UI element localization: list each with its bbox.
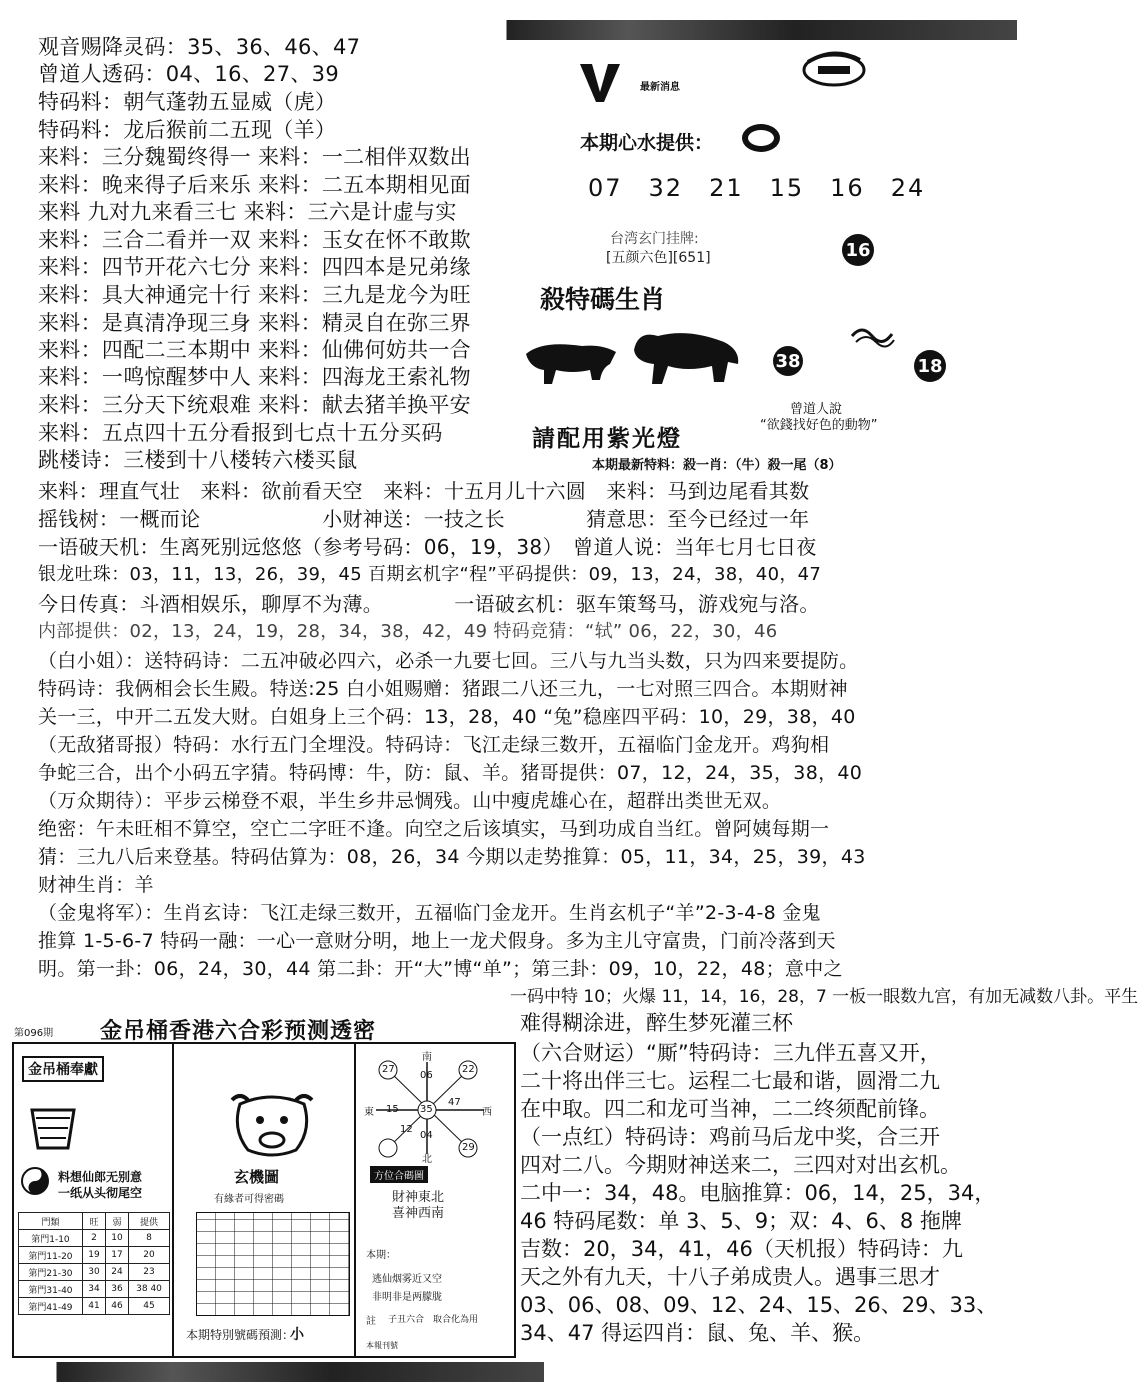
xuanji-sub: 有緣者可得密碼 <box>214 1194 284 1205</box>
xuanji-label: 玄機圖 <box>234 1168 280 1186</box>
compass-num: 15 <box>386 1104 399 1115</box>
table-cell: 第門11-20 <box>19 1247 83 1264</box>
text-line: 内部提供：02，13，24，19，28，34，38，42，49 特码竞猜：“轼” 06，22，30，46 <box>38 621 778 642</box>
tema-label: 本期特別號碼預測： <box>186 1328 295 1342</box>
zeng-label: 曾道人說 <box>790 402 843 417</box>
text-line: 猜：三九八后来登基。特码估算为：08，26，34 今期以走势推算：05，11，34，25，39，43 <box>38 846 866 868</box>
compass-num: 27 <box>382 1064 395 1075</box>
text-line: 34、47 得运四肖：鼠、兔、羊、猴。 <box>520 1321 875 1345</box>
tema-value: 小 <box>290 1327 304 1343</box>
table-cell: 第門41-49 <box>19 1298 83 1315</box>
table-cell: 2 <box>82 1230 105 1247</box>
text-line: 来料：五点四十五分看报到七点十五分买码 <box>38 421 443 445</box>
text-line: 难得糊涂进，醉生梦死灌三杯 <box>520 1011 793 1035</box>
text-line: 吉数：20，34，41，46（天机报）特码诗：九 <box>520 1237 963 1261</box>
table-row <box>19 1264 170 1281</box>
table-cell: 30 <box>82 1264 105 1281</box>
text-line: 来料：三分魏蜀终得一 来料：一二相伴双数出 <box>38 145 471 169</box>
text-line: 跳楼诗：三楼到十八楼转六楼买鼠 <box>38 448 358 472</box>
compass-south: 南 <box>422 1052 432 1063</box>
benqi-label: 本期： <box>366 1250 396 1261</box>
table-row <box>19 1281 170 1298</box>
direction-1: 財神東北 <box>392 1190 445 1205</box>
text-line: 一码中特 10；火爆 11，14，16，28，7 一板一眼数九宫，有加无减数八卦。平生 <box>510 987 1138 1007</box>
text-line: 46 特码尾数：单 3、5、9；双：4、6、8 拖牌 <box>520 1209 962 1233</box>
zhu-label: 註 <box>366 1316 376 1327</box>
text-line: 银龙吐珠：03，11，13，26，39，45 百期玄机字“程”平码提供：09，13，24，38，40，47 <box>38 564 822 585</box>
table-cell: 45 <box>129 1298 170 1315</box>
table-row <box>19 1298 170 1315</box>
table-cell: 24 <box>105 1264 128 1281</box>
text-line: 二中一：34，48。电脑推算：06，14，25，34， <box>520 1181 996 1205</box>
table-header-row <box>19 1213 170 1230</box>
text-line: 观音赐降灵码：35、36、46、47 <box>38 35 361 59</box>
table-cell: 第門1-10 <box>19 1230 83 1247</box>
newspaper-title: 金吊桶香港六合彩预测透密 <box>100 1018 377 1044</box>
text-line: 曾道人透码：04、16、27、39 <box>38 62 339 86</box>
text-line: 绝密：午未旺相不算空，空亡二字旺不逢。向空之后该填实，马到功成自当红。曾阿姨每期一 <box>38 818 830 840</box>
text-line: 争蛇三合，出个小码五字猜。特码博：牛，防：鼠、羊。猪哥提供：07，12，24，35，38，40 <box>38 762 863 784</box>
compass-west: 西 <box>482 1107 492 1118</box>
text-line: 来料：四节开花六七分 来料：四四本是兄弟缘 <box>38 255 471 279</box>
ball-18: 18 <box>914 350 946 382</box>
text-line: （金鬼将军）：生肖玄诗：飞江走绿三数开，五福临门金龙开。生肖玄机子“羊”2-3-4-8 金鬼 <box>38 902 821 924</box>
text-line: （万众期待）：平步云梯登不艰，半生乡井忌惆残。山中瘦虎雄心在，超群出类世无双。 <box>38 790 782 812</box>
table-header: 提供 <box>129 1213 170 1230</box>
compass-num: 06 <box>420 1070 433 1081</box>
text-line: （白小姐）：送特码诗：二五冲破必四六，必杀一九要七回。三八与九当头数，只为四来要提防。 <box>38 650 859 672</box>
text-line: 摇钱树：一概而论 小财神送：一技之长 猜意思：至今已经过一年 <box>38 507 810 531</box>
zhu-text: 子丑六合 取合化為用 <box>388 1315 479 1325</box>
text-line: 四对二八。今期财神送来二，三四对对出玄机。 <box>520 1153 961 1177</box>
xuanji-grid <box>196 1212 350 1316</box>
compass-center: 35 <box>420 1104 433 1115</box>
tiger-icon <box>628 320 744 390</box>
compass-num: 12 <box>400 1124 413 1135</box>
ball-38: 38 <box>773 346 803 376</box>
text-line: 来料：一鸣惊醒梦中人 来料：四海龙王索礼物 <box>38 365 471 389</box>
table-cell: 17 <box>105 1247 128 1264</box>
table-row <box>19 1230 170 1247</box>
text-line: 03、06、08、09、12、24、15、26、29、33、 <box>520 1293 998 1317</box>
swirl-icon <box>850 322 894 348</box>
ox-icon <box>226 1090 318 1160</box>
taiwan-value: [五颜六色][651] <box>606 250 711 266</box>
text-line: 财神生肖：羊 <box>38 874 154 896</box>
direction-title: 方位合碼圖 <box>370 1166 428 1183</box>
heart-numbers: 07 32 21 15 16 24 <box>588 174 926 202</box>
table-cell: 23 <box>129 1264 170 1281</box>
table-cell: 38 40 <box>129 1281 170 1298</box>
compass-east: 東 <box>364 1107 374 1118</box>
door-table <box>18 1212 170 1315</box>
text-line: 二十将出伴三七。运程二七最和谐，圆滑二九 <box>520 1069 940 1093</box>
table-cell: 36 <box>105 1281 128 1298</box>
text-line: 今日传真：斗酒相娱乐，聊厚不为薄。 一语破玄机：驱车策驽马，游戏宛与洛。 <box>38 592 820 616</box>
text-line: 关一三，中开二五发大财。白姐身上三个码：13，28，40 “兔”稳座四平码：10，29，38，40 <box>38 706 856 728</box>
text-line: 来料：理直气壮 来料：欲前看天空 来料：十五月儿十六圆 来料：马到边尾看其数 <box>38 479 810 503</box>
compass-north: 北 <box>422 1154 432 1165</box>
text-line: 明。第一卦：06，24，30，44 第二卦：开“大”博“单”；第三卦：09，10，22，48；意中之 <box>38 958 843 980</box>
top-banner-band <box>462 20 1017 40</box>
table-row <box>19 1247 170 1264</box>
table-cell: 第門31-40 <box>19 1281 83 1298</box>
text-line: 特码料：朝气蓬勃五显威（虎） <box>38 90 337 114</box>
text-line: （无敌猪哥报）特码：水行五门全埋没。特码诗：飞江走绿三数开，五福临门金龙开。鸡狗相 <box>38 734 830 756</box>
compass-num: 29 <box>462 1142 475 1153</box>
bowl-icon <box>28 1104 78 1152</box>
table-cell: 20 <box>129 1247 170 1264</box>
bottom-note: 本報刊號 <box>366 1341 398 1350</box>
latest-special: 本期最新特料：殺一肖：（牛）殺一尾（8） <box>592 458 842 473</box>
ball-16: 16 <box>842 234 874 266</box>
table-cell: 第門21-30 <box>19 1264 83 1281</box>
table-cell: 19 <box>82 1247 105 1264</box>
text-line: 来料：四配二三本期中 来料：仙佛何妨共一合 <box>38 338 471 362</box>
heart-oval-icon <box>742 124 780 152</box>
table-cell: 8 <box>129 1230 170 1247</box>
kill-title: 殺特碼生肖 <box>540 285 666 314</box>
bull-icon <box>522 334 622 390</box>
logo-v-icon <box>578 60 626 104</box>
table-cell: 10 <box>105 1230 128 1247</box>
text-line: 天之外有九天，十八子弟成贵人。遇事三思才 <box>520 1265 940 1289</box>
text-line: （一点红）特码诗：鸡前马后龙中奖，合三开 <box>520 1125 940 1149</box>
table-cell: 34 <box>82 1281 105 1298</box>
poem-b: 非明非是两朦胧 <box>372 1292 442 1303</box>
text-line: 来料 九对九来看三七 来料：三六是计虚与实 <box>38 200 457 224</box>
text-line: 在中取。四二和龙可当神，二二终须配前锋。 <box>520 1097 940 1121</box>
compass-num: 22 <box>462 1064 475 1075</box>
text-line: 推算 1-5-6-7 特码一融：一心一意财分明，地上一龙犬假身。多为主儿守富贵，门前冷落到天 <box>38 930 836 952</box>
yinyang-icon <box>20 1166 50 1196</box>
text-line: 来料：三合二看并一双 来料：玉女在怀不敢欺 <box>38 228 471 252</box>
direction-2: 喜神西南 <box>392 1206 445 1221</box>
left-box-title: 金吊桶奉獻 <box>22 1056 104 1082</box>
table-cell: 41 <box>82 1298 105 1315</box>
news-label: 最新消息 <box>640 82 680 93</box>
table-header: 弱 <box>105 1213 128 1230</box>
bottom-banner-band <box>14 1362 544 1382</box>
text-line: 来料：是真清净现三身 来料：精灵自在弥三界 <box>38 311 471 335</box>
badge-logo-icon <box>800 48 868 88</box>
poem-line-1: 料想仙郎无别意 <box>58 1170 143 1184</box>
table-header: 旺 <box>82 1213 105 1230</box>
issue-number: 第096期 <box>14 1028 54 1039</box>
table-header: 門類 <box>19 1213 83 1230</box>
poem-a: 逃仙烟雾近又空 <box>372 1274 442 1285</box>
text-line: 特码诗：我俩相会长生殿。特送:25 白小姐赐赠：猪跟二八还三九，一七对照三四合。本期财神 <box>38 678 848 700</box>
text-line: （六合财运）“厮”特码诗：三九伴五喜又开， <box>520 1041 941 1065</box>
text-line: 来料：具大神通完十行 来料：三九是龙今为旺 <box>38 283 471 307</box>
poem-line-2: 一纸从头彻尾空 <box>58 1186 143 1200</box>
text-line: 一语破天机：生离死别远悠悠（参考号码：06，19，38） 曾道人说：当年七月七日夜 <box>38 535 817 559</box>
heart-label: 本期心水提供： <box>580 132 714 154</box>
table-cell: 46 <box>105 1298 128 1315</box>
taiwan-label: 台湾玄门挂牌: <box>610 231 699 247</box>
text-line: 来料：晚来得子后来乐 来料：二五本期相见面 <box>38 173 471 197</box>
compass-num: 47 <box>448 1097 461 1108</box>
text-line: 来料：三分天下统艰难 来料：献去猪羊换平安 <box>38 393 471 417</box>
compass-num: 04 <box>420 1130 433 1141</box>
lamp-title: 請配用紫光燈 <box>532 425 682 452</box>
zeng-quote: “欲錢找好色的動物” <box>760 418 878 433</box>
text-line: 特码料：龙后猴前二五现（羊） <box>38 118 337 142</box>
